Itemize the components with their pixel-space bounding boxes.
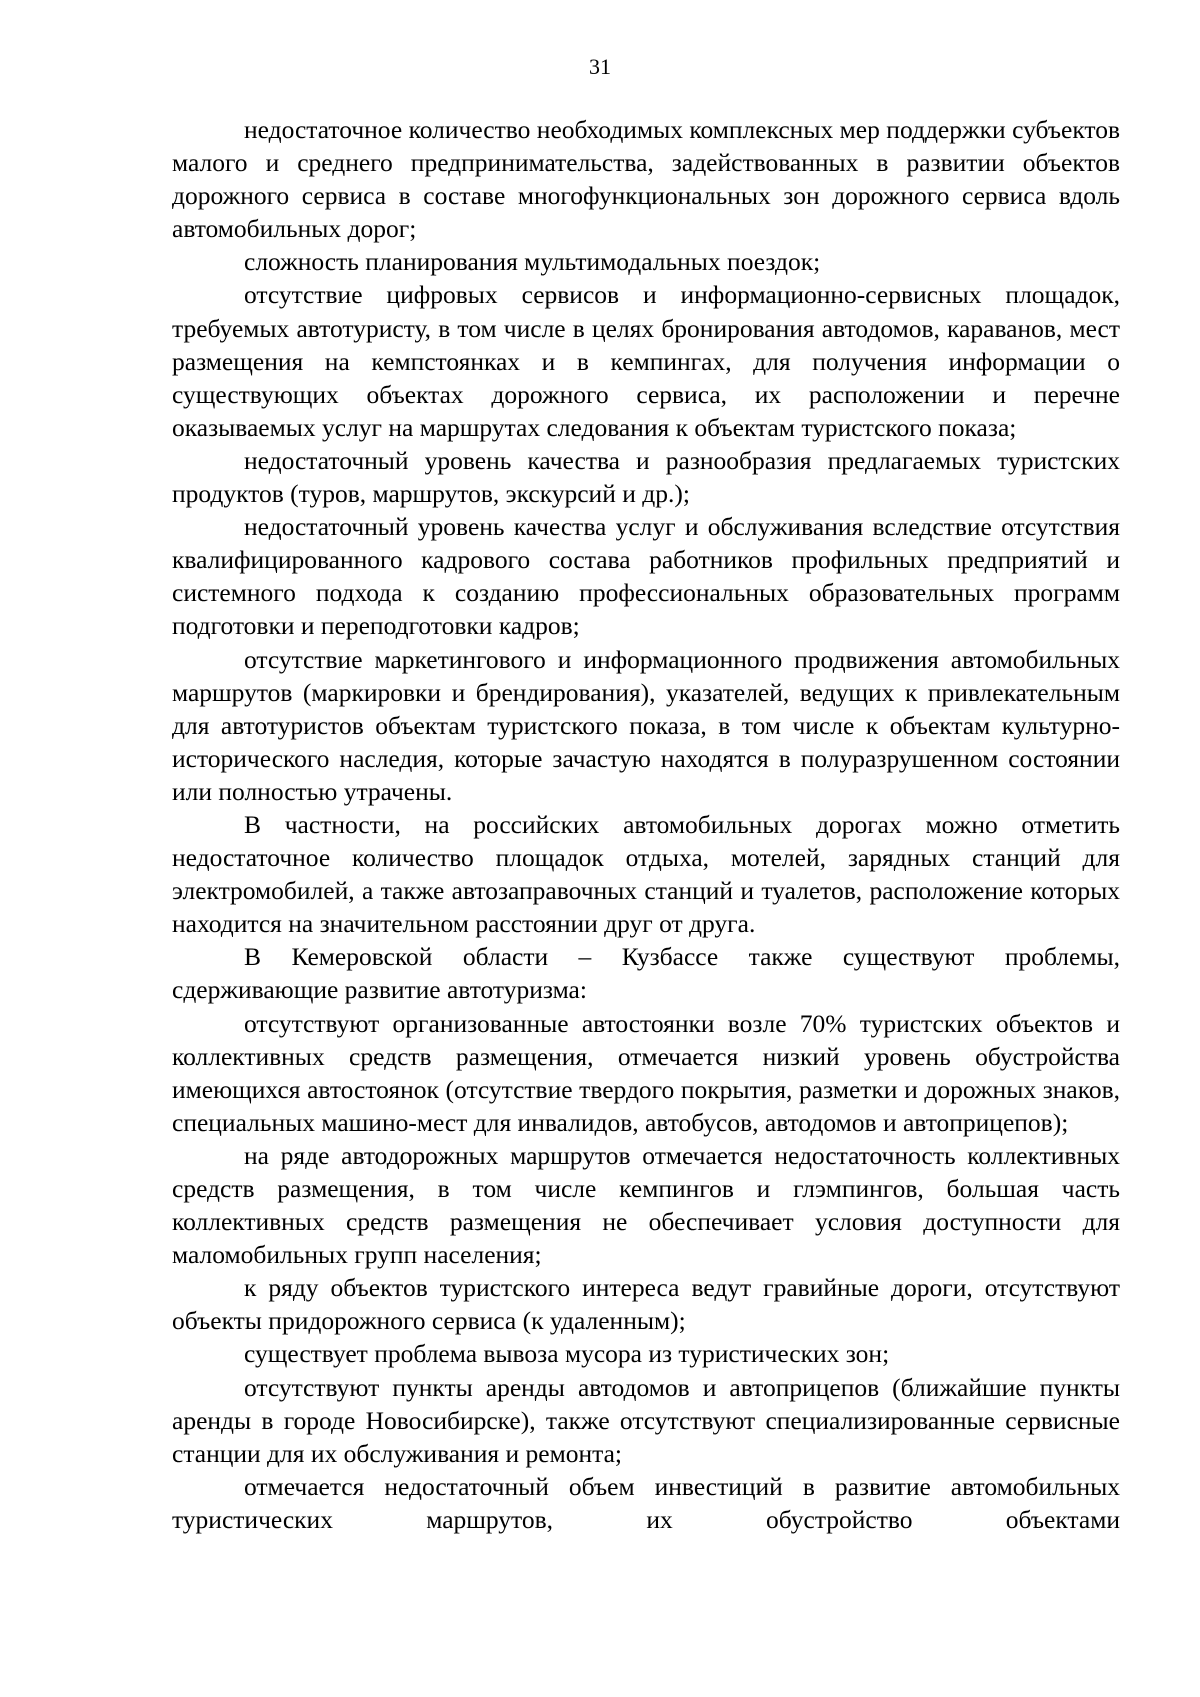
paragraph-product-quality: недостаточный уровень качества и разнообразия предлагаемых туристских продуктов (туров, маршрутов, экскурсий и др.);	[172, 445, 1120, 509]
page-number: 31	[589, 54, 611, 79]
paragraph-rental-points: отсутствуют пункты аренды автодомов и автоприцепов (ближайшие пункты аренды в городе Новосибирске), также отсутствуют специализированные сервисные станции для их обслуживания и ремонта;	[172, 1372, 1120, 1468]
paragraph-support-measures: недостаточное количество необходимых комплексных мер поддержки субъектов малого и среднего предпринимательства, задействованных в развитии объектов дорожного сервиса в составе многофункциональных зон дорожного сервиса вдоль автомобильных дорог;	[172, 115, 1120, 244]
paragraph-service-quality: недостаточный уровень качества услуг и обслуживания вследствие отсутствия квалифицированного кадрового состава работников профильных предприятий и системного подхода к созданию профессиональных образовательных программ подготовки и переподготовки кадров;	[172, 512, 1120, 641]
paragraph-kuzbass-problems: В Кемеровской области – Кузбассе также существуют проблемы, сдерживающие развитие автотуризма:	[172, 942, 1120, 1005]
paragraph-parking: отсутствуют организованные автостоянки возле 70% туристских объектов и коллективных средств размещения, отмечается низкий уровень обустройства имеющихся автостоянок (отсутствие твердого покрытия, разметки и дорожных знаков, специальных машино-мест для инвалидов, автобусов, автодомов и автоприцепов);	[172, 1008, 1120, 1137]
paragraph-waste-removal: существует проблема вывоза мусора из туристических зон;	[244, 1339, 890, 1369]
paragraph-accommodation: на ряде автодорожных маршрутов отмечается недостаточность коллективных средств размещения, в том числе кемпингов и глэмпингов, большая часть коллективных средств размещения не обеспечивает условия доступности для маломобильных групп населения;	[172, 1140, 1120, 1270]
paragraph-multimodal-planning: сложность планирования мультимодальных поездок;	[244, 247, 821, 277]
page-body	[172, 113, 1120, 1536]
paragraph-digital-services: отсутствие цифровых сервисов и информационно-сервисных площадок, требуемых автотуристу, в том числе в целях бронирования автодомов, караванов, мест размещения на кемпстоянках и в кемпингах, для получения информации о существующих объектах дорожного сервиса, их расположении и перечне оказываемых услуг на маршрутах следования к объектам туристского показа;	[172, 280, 1120, 442]
paragraph-gravel-roads: к ряду объектов туристского интереса ведут гравийные дороги, отсутствуют объекты придорожного сервиса (к удаленным);	[172, 1273, 1120, 1336]
paragraph-marketing: отсутствие маркетингового и информационного продвижения автомобильных маршрутов (маркировки и брендирования), указателей, ведущих к привлекательным для автотуристов объектам туристского показа, в том числе к объектам культурно-исторического наследия, которые зачастую находятся в полуразрушенном состоянии или полностью утрачены.	[172, 644, 1120, 806]
paragraph-russian-roads: В частности, на российских автомобильных дорогах можно отметить недостаточное количество площадок отдыха, мотелей, зарядных станций для электромобилей, а также автозаправочных станций и туалетов, расположение которых находится на значительном расстоянии друг от друга.	[172, 809, 1120, 939]
paragraph-investment: отмечается недостаточный объем инвестиций в развитие автомобильных туристических маршрутов, их обустройство объектами	[172, 1471, 1120, 1534]
